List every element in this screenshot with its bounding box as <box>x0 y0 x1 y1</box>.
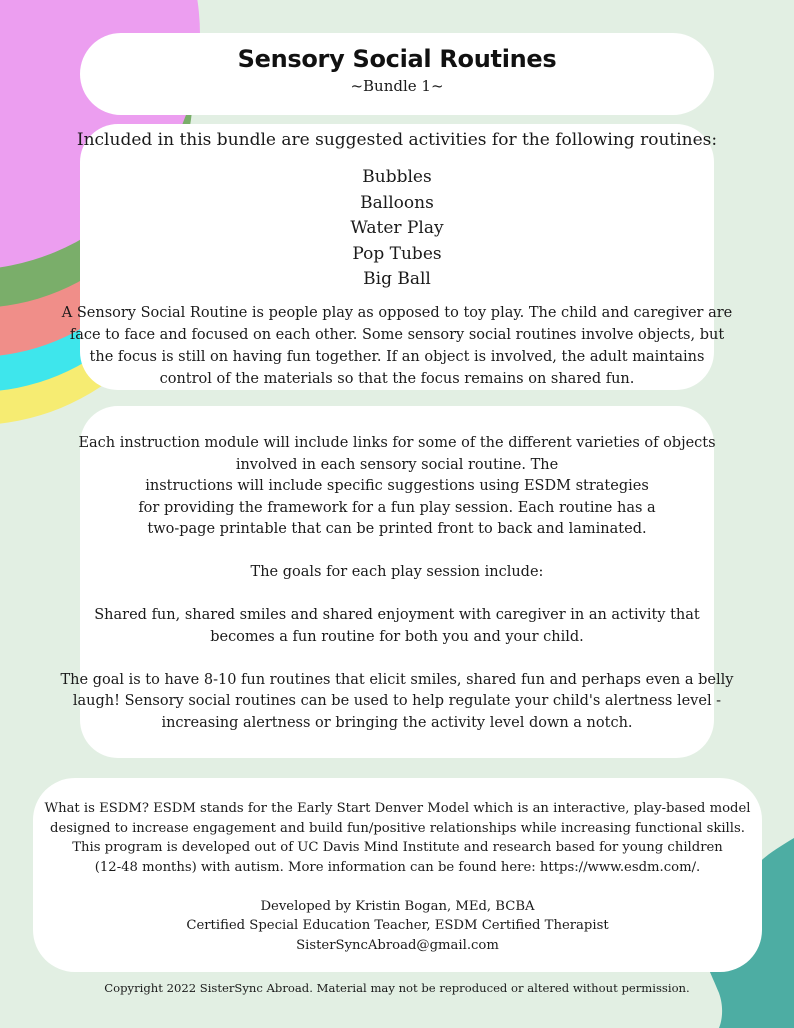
intro-card <box>61 124 733 390</box>
esdm-line: This program is developed out of UC Davis Mind Institute and research based for young children <box>72 840 723 855</box>
routine-list <box>80 165 714 293</box>
page-title: Sensory Social Routines <box>237 45 557 73</box>
sensory-routine-definition <box>0 302 794 390</box>
routine-item: Balloons <box>360 192 434 213</box>
instruction-line: two-page printable that can be printed front to back and laminated. <box>147 521 647 537</box>
routine-item: Bubbles <box>362 167 432 187</box>
esdm-card <box>33 778 762 972</box>
esdm-line: (12-48 months) with autism. More information can be found here: https://www.esdm.com/. <box>94 859 701 875</box>
contact-email: SisterSyncAbroad@gmail.com <box>296 937 499 953</box>
author-line: Developed by Kristin Bogan, MEd, BCBA <box>260 898 535 914</box>
module-card <box>60 406 734 758</box>
target-line: The goal is to have 8-10 fun routines that elicit smiles, shared fun and perhaps even a belly <box>60 671 734 688</box>
target-line: laugh! Sensory social routines can be used to help regulate your child's alertness level - <box>72 693 722 709</box>
instruction-line: for providing the framework for a fun play session. Each routine has a <box>138 499 656 516</box>
title-card <box>80 33 714 115</box>
definition-line: the focus is still on having fun together. If an object is involved, the adult maintains <box>89 349 705 365</box>
instruction-line: instructions will include specific suggestions using ESDM strategies <box>145 478 649 494</box>
esdm-line: What is ESDM? ESDM stands for the Early Start Denver Model which is an interactive, play-based model <box>44 801 751 816</box>
module-text <box>0 433 794 734</box>
goals-heading: The goals for each play session include: <box>250 564 544 580</box>
definition-line: face to face and focused on each other. Some sensory social routines involve objects, but <box>69 327 725 343</box>
credentials-line: Certified Special Education Teacher, ESDM Certified Therapist <box>186 918 609 933</box>
goal-line: becomes a fun routine for both you and your child. <box>210 628 584 645</box>
instruction-line: Each instruction module will include links for some of the different varieties of objects <box>78 435 716 451</box>
goal-line: Shared fun, shared smiles and shared enjoyment with caregiver in an activity that <box>94 607 700 623</box>
esdm-text <box>33 799 762 955</box>
intro-lead: Included in this bundle are suggested activities for the following routines: <box>76 130 718 150</box>
routine-item: Pop Tubes <box>352 243 442 264</box>
copyright-notice: Copyright 2022 SisterSync Abroad. Material may not be reproduced or altered without permission. <box>104 981 690 995</box>
bundle-subtitle: ~Bundle 1~ <box>350 77 444 95</box>
target-line: increasing alertness or bringing the activity level down a notch. <box>161 714 633 731</box>
definition-line: A Sensory Social Routine is people play as opposed to toy play. The child and caregiver are <box>61 305 733 321</box>
instruction-line: involved in each sensory social routine. The <box>235 456 559 473</box>
routine-item: Big Ball <box>363 269 431 289</box>
routine-item: Water Play <box>350 218 444 238</box>
definition-line: control of the materials so that the focus remains on shared fun. <box>159 371 635 387</box>
esdm-line: designed to increase engagement and build fun/positive relationships while increasing functional skills. <box>50 820 745 836</box>
